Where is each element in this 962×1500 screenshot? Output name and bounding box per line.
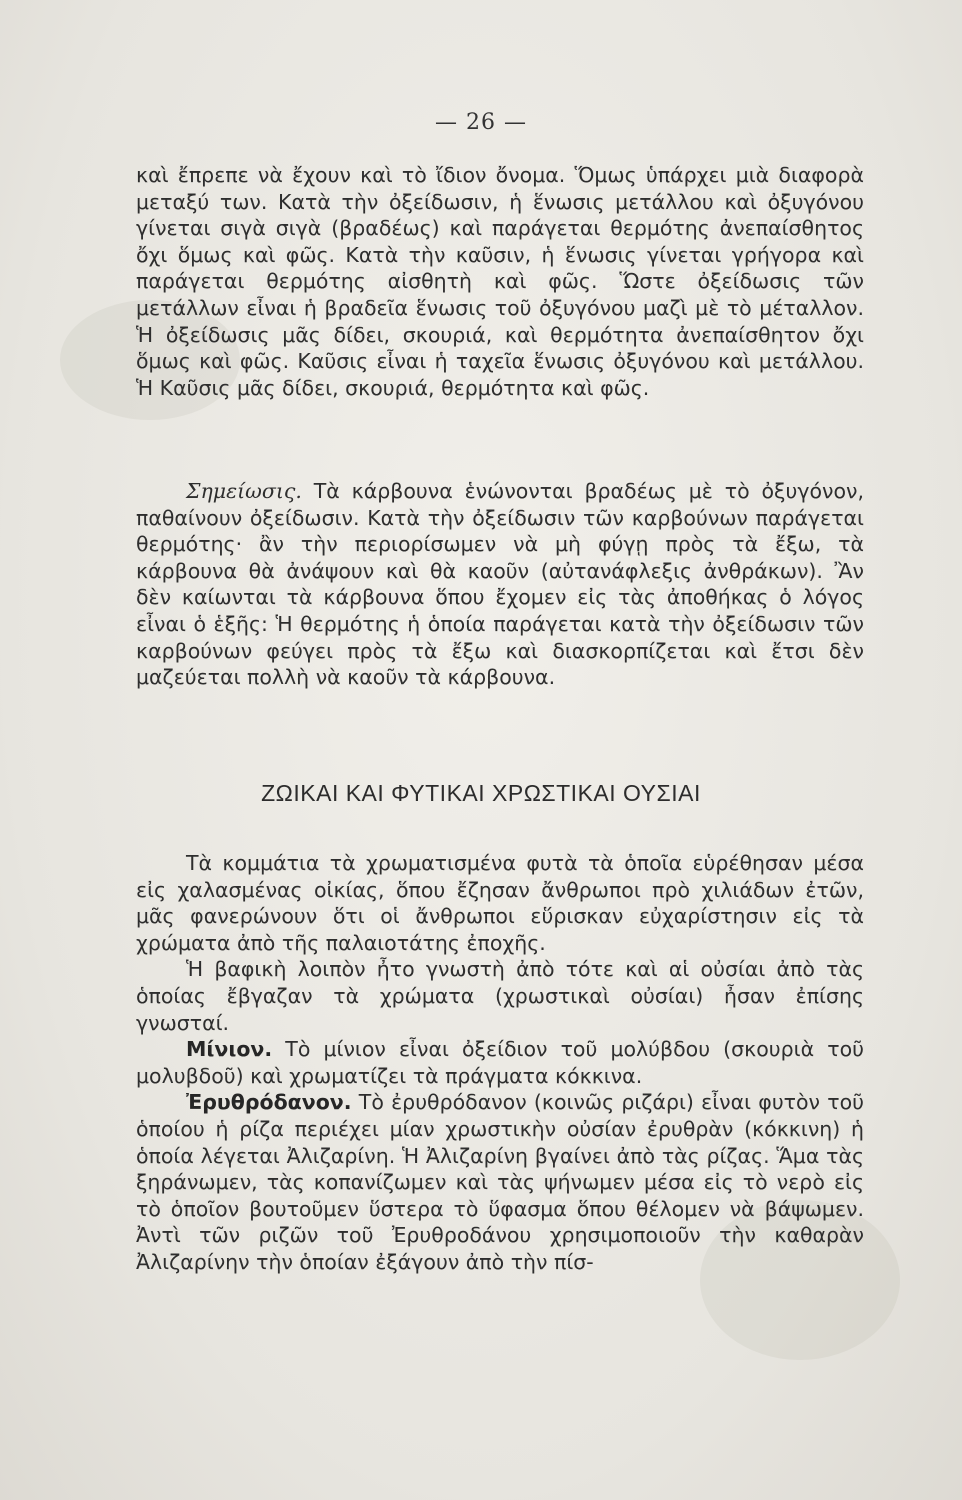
section-paragraph: Ἡ βαφικὴ λοιπὸν ἦτο γνωστὴ ἀπὸ τότε καὶ αἱ οὐσίαι ἀπὸ τὰς ὁποίας ἔβγαζαν τὰ χρώματα (χρωστικαὶ οὐσίαι) ἦσαν ἐπίσης γνωσταί. bbox=[136, 957, 864, 1035]
paragraph-oxidation bbox=[136, 162, 864, 401]
paragraph-note bbox=[136, 478, 864, 691]
note-text: Τὰ κάρβουνα ἑνώνονται βραδέως μὲ τὸ ὀξυγόνον, παθαίνουν ὀξείδωσιν. Κατὰ τὴν ὀξείδωσιν τῶν καρβούνων παράγεται θερμότης· ἂν τὴν περιορίσωμεν νὰ μὴ φύγῃ πρὸς τὰ ἔξω, τὰ κάρβουνα θὰ ἀνάψουν καὶ θὰ καοῦν (αὐτανάφλεξις ἀνθράκων). Ἂν δὲν καίωνται τὰ κάρβουνα ὅπου ἔχομεν εἰς τὰς ἀποθήκας ὁ λόγος εἶναι ὁ ἑξῆς: Ἡ θερμότης ἡ ὁποία παράγεται κατὰ τὴν ὀξείδωσιν τῶν καρβούνων φεύγει πρὸς τὰ ἔξω καὶ διασκορπίζεται καὶ ἔτσι δὲν μαζεύεται πολλὴ νὰ καοῦν τὰ κάρβουνα. bbox=[136, 479, 864, 690]
section-body bbox=[136, 850, 864, 1276]
entry-term: Ἐρυθρόδανον. bbox=[186, 1090, 352, 1115]
entry-term: Μίνιον. bbox=[186, 1037, 273, 1062]
note-paragraph bbox=[136, 478, 864, 691]
entry-text: Τὸ μίνιον εἶναι ὀξείδιον τοῦ μολύβδου (σκουριὰ τοῦ μολυβδοῦ) καὶ χρωματίζει τὰ πράγματα κόκκινα. bbox=[136, 1037, 864, 1088]
note-term: Σημείωσις. bbox=[186, 479, 302, 503]
page-number: — 26 — bbox=[435, 110, 527, 135]
paragraph-text: καὶ ἔπρεπε νὰ ἔχουν καὶ τὸ ἴδιον ὄνομα. Ὅμως ὑπάρχει μιὰ διαφορὰ μεταξύ των. Κατὰ τὴν ὀξείδωσιν, ἡ ἕνωσις μετάλλου καὶ ὀξυγόνου γίνεται σιγὰ σιγὰ (βραδέως) καὶ παράγεται θερμότης ἀνεπαίσθητος ὄχι ὅμως καὶ φῶς. Κατὰ τὴν καῦσιν, ἡ ἕνωσις γίνεται γρήγορα καὶ παράγεται θερμότης αἰσθητὴ καὶ φῶς. Ὥστε ὀξείδωσις τῶν μετάλλων εἶναι ἡ βραδεῖα ἕνωσις τοῦ ὀξυγόνου μαζὶ μὲ τὸ μέταλλον. Ἡ ὀξείδωσις μᾶς δίδει, σκουριά, καὶ θερμότητα ἀνεπαίσθητον ὄχι ὅμως καὶ φῶς. Καῦσις εἶναι ἡ ταχεῖα ἕνωσις ὀξυγόνου καὶ μετάλλου. Ἡ Καῦσις μᾶς δίδει, σκουριά, θερμότητα καὶ φῶς. bbox=[136, 163, 864, 400]
entry-paragraph bbox=[136, 1089, 864, 1275]
section-title: ΖΩΙΚΑΙ ΚΑΙ ΦΥΤΙΚΑΙ ΧΡΩΣΤΙΚΑΙ ΟΥΣΙΑΙ bbox=[261, 780, 701, 806]
entry-paragraph bbox=[136, 1036, 864, 1089]
section-paragraph: Τὰ κομμάτια τὰ χρωματισμένα φυτὰ τὰ ὁποῖα εὑρέθησαν μέσα εἰς χαλασμένας οἰκίας, ὅπου ἔζησαν ἄνθρωποι πρὸ χιλιάδων ἐτῶν, μᾶς φανερώνουν ὅτι οἱ ἄνθρωποι εὕρισκαν εὐχαρίστησιν εἰς τὰ χρώματα ἀπὸ τῆς παλαιοτάτης ἐποχῆς. bbox=[136, 851, 864, 955]
entry-text: Τὸ ἐρυθρόδανον (κοινῶς ριζάρι) εἶναι φυτὸν τοῦ ὁποίου ἡ ρίζα περιέχει μίαν χρωστικὴν οὐσίαν ἐρυθρὰν (κόκκινη) ἡ ὁποία λέγεται Ἀλιζαρίνη. Ἡ Ἀλιζαρίνη βγαίνει ἀπὸ τὰς ρίζας. Ἅμα τὰς ξηράνωμεν, τὰς κοπανίζωμεν καὶ τὰς ψήνωμεν μέσα εἰς τὸ νερὸ εἰς τὸ ὁποῖον βουτοῦμεν ὕστερα τὸ ὕφασμα ὅπου θέλομεν νὰ βάψωμεν. Ἀντὶ τῶν ριζῶν τοῦ Ἐρυθροδάνου χρησιμοποιοῦν τὴν καθαρὰν Ἀλιζαρίνην τὴν ὁποίαν ἐξάγουν ἀπὸ τὴν πίσ- bbox=[136, 1090, 864, 1274]
